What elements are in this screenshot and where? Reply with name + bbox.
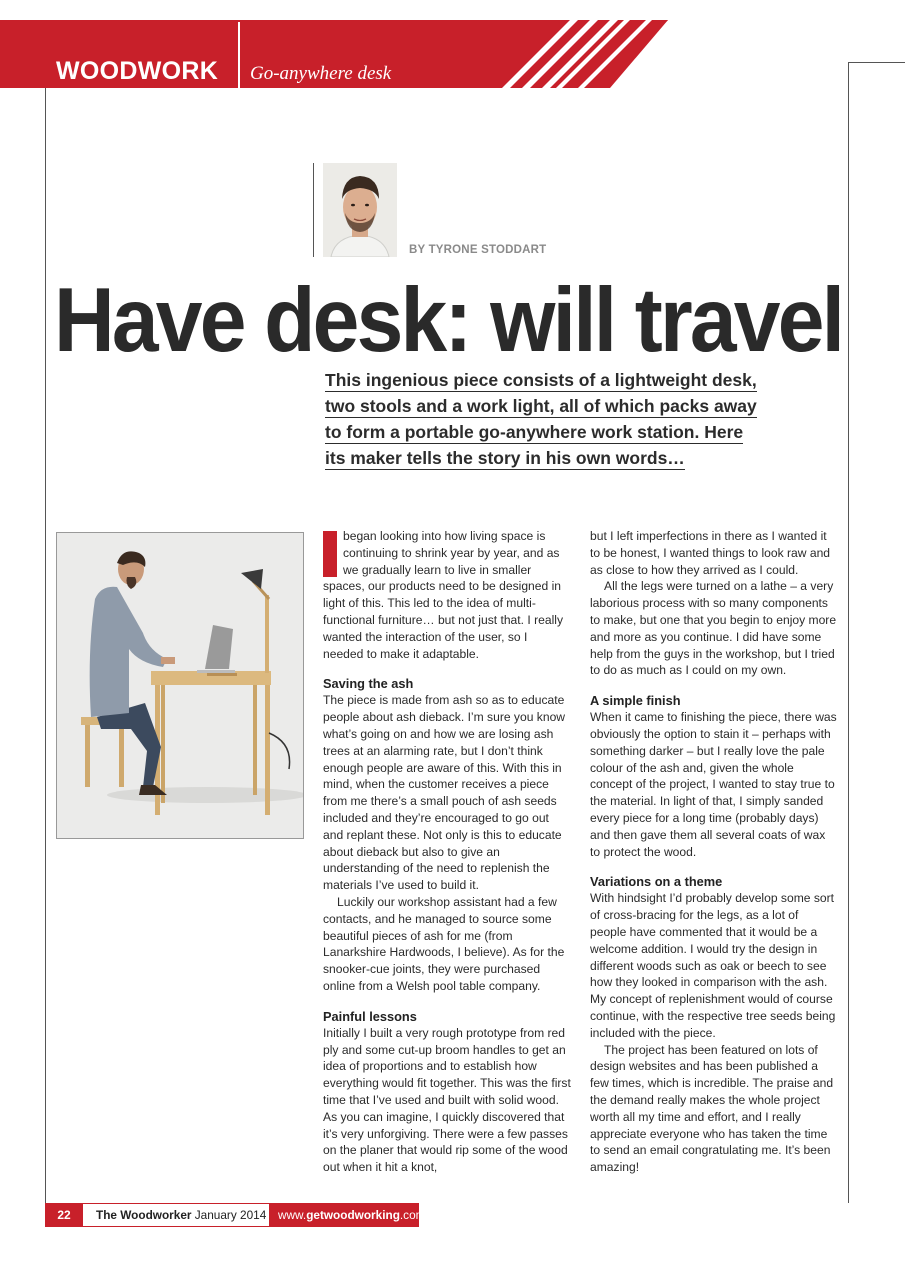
standfirst-line: two stools and a work light, all of which packs away (325, 396, 757, 416)
footer-magazine (83, 1203, 269, 1227)
standfirst-line: This ingenious piece consists of a lightweight desk, (325, 370, 757, 390)
right-frame-line (848, 62, 849, 1203)
header-divider (238, 22, 240, 88)
intro-paragraph: began looking into how living space is continuing to shrink year by year, and as we gradually learn to live in smaller spaces, our products need to be designed in light of this. This led to the idea of multi-functional furniture… but not just that. I really wanted the interaction of the user, so I needed to make it adaptable. (323, 529, 563, 661)
heading-variations-on-a-theme: Variations on a theme (590, 874, 723, 890)
lamp-pole (265, 595, 269, 673)
article-title: Have desk: will travel (54, 269, 843, 371)
author-rule (313, 163, 314, 257)
body-paragraph: All the legs were turned on a lathe – a very laborious process with so many components to make, but one that you begin to enjoy more and more as you continue. I did have some help from the guys in the workshop, but I tried to do as much as I could on my own. (590, 579, 837, 678)
drop-cap (323, 531, 337, 577)
article-column-1 (323, 528, 571, 1176)
body-paragraph: When it came to finishing the piece, there was obviously the option to stain it – perhaps with something darker – but I really love the pale colour of the ash and, given the whole concept of the project, I wanted to stay true to the material. In light of that, I simply sanded every piece for a long time (probably days) and then gave them all several coats of wax to protect the wood. (590, 710, 837, 859)
standfirst-line: to form a portable go-anywhere work station. Here (325, 422, 744, 442)
section-subtitle: Go-anywhere desk (250, 63, 392, 84)
top-right-frame-line (848, 62, 905, 63)
desk-photo (56, 532, 304, 839)
section-name: WOODWORK (56, 57, 219, 85)
footer-url[interactable]: www.getwoodworking.com (269, 1203, 419, 1227)
heading-saving-the-ash: Saving the ash (323, 676, 414, 692)
body-paragraph: Initially I built a very rough prototype from red ply and some cut-up broom handles to get an idea of proportions and to establish how everything would fit together. This was the first time that I’ve used and built with solid wood. As you can imagine, I quickly discovered that it’s very unforgiving. There were a few passes on the planer that would rip some of the wood out when it hit a knot, (323, 1025, 571, 1175)
standfirst-line: its maker tells the story in his own words… (325, 448, 685, 468)
left-frame-line (45, 88, 46, 1203)
author-photo (323, 163, 397, 257)
article-column-2 (590, 528, 838, 1176)
byline: BY TYRONE STODDART (409, 244, 547, 256)
heading-painful-lessons: Painful lessons (323, 1008, 417, 1024)
body-paragraph: The piece is made from ash so as to educate people about ash dieback. I’m sure you know what’s going on and how we are losing ash trees at an alarming rate, but I don’t think enough people are aware of this. With this in mind, when the customer receives a piece from me there’s a small pouch of ash seeds included and they’re encouraged to go out and replant these. Not only is this to educate about dieback but also to give an understanding of the need to replenish the materials I’ve used to build it. (323, 693, 566, 893)
body-paragraph: The project has been featured on lots of design websites and has been published a few times, which is incredible. The praise and the demand really makes the whole project worth all my time and effort, and I really appreciate everyone who has taken the time to send an email congratulating me. It’s been amazing! (590, 1042, 834, 1175)
magazine-name: The Woodworker (96, 1208, 192, 1222)
heading-a-simple-finish: A simple finish (590, 693, 681, 709)
page-number: 22 (45, 1203, 83, 1227)
body-paragraph-continued: but I left imperfections in there as I wanted it to be honest, I wanted things to look raw and as close to how they arrived as I could. (590, 529, 831, 577)
issue-date: January 2014 (194, 1208, 267, 1222)
body-paragraph: With hindsight I’d probably develop some sort of cross-bracing for the legs, as a lot of people have commented that it would be a welcome addition. I would try the design in different woods such as oak or beech to see how they looked in comparison with the ash. My concept of replenishment would of course continue, with the respective tree seeds being included with the piece. (590, 891, 836, 1040)
standfirst (325, 367, 845, 471)
body-paragraph: Luckily our workshop assistant had a few contacts, and he managed to source some beautiful pieces of ash for me (from Lanarkshire Hardwoods, I believe). As for the snooker-cue joints, they were purchased online from a Welsh pool table company. (323, 894, 565, 993)
